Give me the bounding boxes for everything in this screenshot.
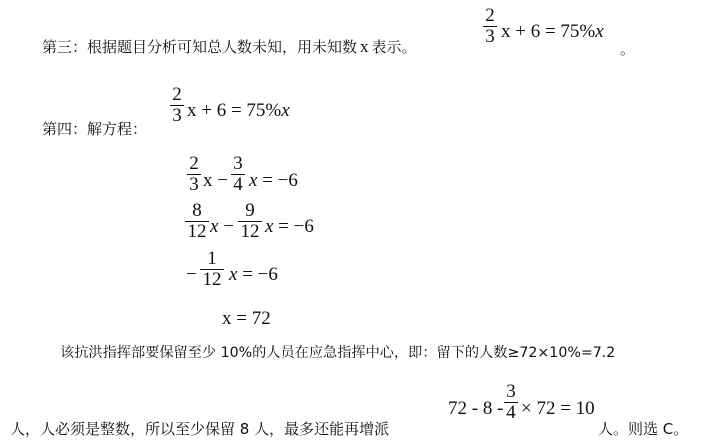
solve-line1-frac2 (231, 154, 245, 195)
para-eq-right: × 72 = 10 (521, 398, 595, 419)
step4-label: 第四：解方程： (42, 120, 148, 138)
fraction-numerator: 2 (485, 5, 495, 26)
fraction-numerator: 2 (189, 153, 199, 174)
equation-variable: x (229, 264, 238, 285)
solve-line2-mid: x − (210, 216, 234, 237)
fraction-numerator: 9 (245, 200, 255, 221)
solve-line1-end (249, 171, 298, 190)
solve-line1-mid: x − (203, 170, 228, 191)
para-eq-left: 72 - 8 - (448, 398, 504, 419)
fraction-denominator: 12 (240, 221, 260, 242)
solve-line3-frac (200, 249, 224, 290)
fraction-denominator: 3 (485, 26, 495, 47)
fraction-numerator: 3 (233, 153, 243, 174)
solve-line2-frac2 (238, 201, 262, 242)
fraction-numerator: 1 (207, 248, 217, 269)
step3-period: 。 (620, 40, 636, 58)
equation-part: = −6 (242, 264, 278, 285)
solve-line3-sign: − (186, 264, 197, 285)
equation-variable: x (595, 21, 604, 42)
fraction-denominator: 12 (187, 221, 207, 242)
step3-fraction (483, 6, 497, 47)
fraction-numerator: 8 (192, 200, 202, 221)
step4-equation (187, 101, 290, 120)
fraction-denominator: 3 (172, 105, 182, 126)
solve-line1-frac1 (187, 154, 201, 195)
fraction-numerator: 2 (172, 84, 182, 105)
solve-line3-end (229, 265, 278, 284)
para-line1: 该抗洪指挥部要保留至少 10%的人员在应急指挥中心，即：留下的人数≥72×10%=7.2 (60, 345, 616, 361)
equation-variable: x (281, 100, 290, 121)
solve-line2-end (265, 217, 314, 236)
fraction-denominator: 12 (202, 269, 222, 290)
step3-equation (501, 22, 604, 41)
step3-label: 第三：根据题目分析可知总人数未知，用未知数 (42, 38, 358, 56)
para-line2-a: 人，人必须是整数，所以至少保留 8 人，最多还能再增派 (10, 420, 390, 438)
step3-text (42, 38, 417, 56)
equation-variable: x (265, 216, 274, 237)
step4-fraction (170, 85, 184, 126)
para-eq-fraction (504, 382, 518, 423)
fraction-denominator: 4 (506, 402, 516, 423)
equation-part: x + 6 = 75% (187, 100, 282, 121)
solve-line2-frac1 (185, 201, 209, 242)
equation-part: = −6 (278, 216, 314, 237)
equation-part: x + 6 = 75% (501, 21, 596, 42)
fraction-numerator: 3 (506, 381, 516, 402)
para-line2-b: 人。则选 C。 (598, 420, 689, 438)
equation-part: = −6 (262, 170, 298, 191)
fraction-denominator: 3 (189, 174, 199, 195)
solve-result: x = 72 (222, 308, 271, 329)
equation-variable: x (249, 170, 258, 191)
step3-var: x (360, 37, 369, 56)
fraction-denominator: 4 (233, 174, 243, 195)
step3-suffix: 表示。 (371, 38, 417, 56)
